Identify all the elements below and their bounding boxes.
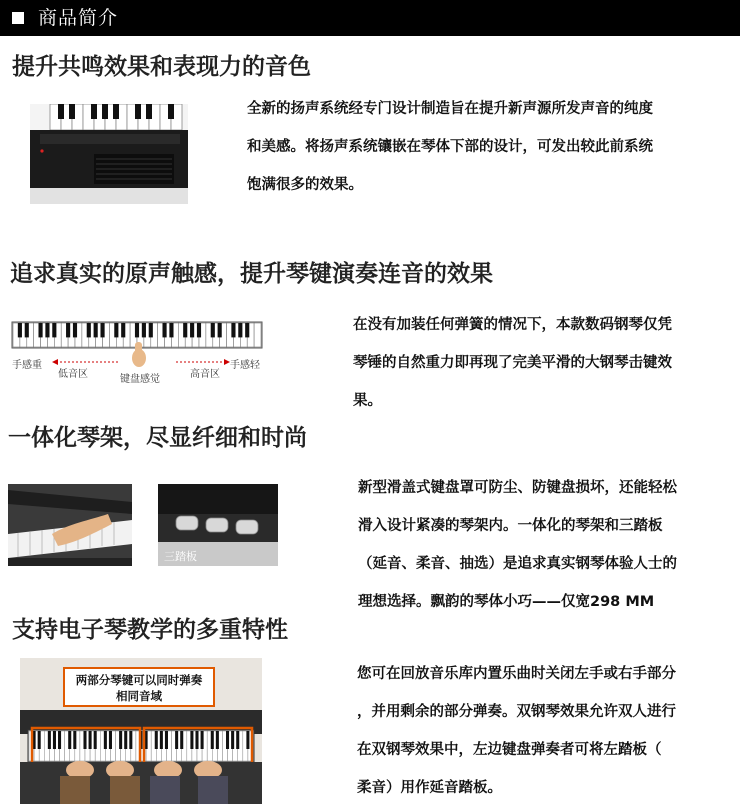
section-text-teaching	[357, 655, 676, 807]
banner-line: 相同音域	[116, 689, 162, 703]
text-line: 和美感。将扬声系统镶嵌在琴体下部的设计，可发出较此前系统	[247, 139, 653, 155]
text-line: 柔音）用作延音踏板。	[357, 780, 502, 796]
banner-line: 两部分琴键可以同时弹奏	[75, 673, 203, 687]
section-text-sound	[247, 90, 653, 204]
text-line: 理想选择。飘韵的琴体小巧——仅宽298 MM	[358, 594, 655, 610]
header-square-icon	[12, 12, 24, 24]
header-bar	[0, 0, 740, 36]
speaker-photo	[30, 104, 188, 204]
text-line: ，并用剩余的部分弹奏。双钢琴效果允许双人进行	[357, 704, 676, 720]
pedals-photo	[158, 484, 278, 566]
text-line: 全新的扬声系统经专门设计制造旨在提升新声源所发声音的纯度	[247, 101, 653, 117]
duo-play-photo	[20, 658, 262, 804]
section-heading-sound: 提升共鸣效果和表现力的音色	[12, 54, 311, 80]
heavy-touch-label: 手感重	[12, 360, 42, 371]
pedals-caption: 三踏板	[164, 550, 197, 563]
cover-slide-photo	[8, 484, 132, 566]
low-range-label: 低音区	[58, 369, 88, 380]
text-line: 滑入设计紧凑的琴架内。一体化的琴架和三踏板	[358, 518, 663, 534]
header-title: 商品简介	[38, 7, 119, 29]
section-heading-touch: 追求真实的原声触感，提升琴键演奏连音的效果	[10, 261, 493, 287]
section-heading-stand: 一体化琴架，尽显纤细和时尚	[8, 425, 307, 451]
text-line: 琴锤的自然重力即再现了完美平滑的大钢琴击键效	[353, 355, 672, 371]
section-heading-teaching: 支持电子琴教学的多重特性	[12, 617, 288, 643]
section-text-stand	[358, 469, 677, 621]
keyboard-weight-diagram	[8, 318, 266, 384]
duo-banner	[64, 672, 214, 704]
high-range-label: 高音区	[190, 369, 220, 380]
text-line: 果。	[353, 393, 382, 409]
text-line: 在没有加装任何弹簧的情况下，本款数码钢琴仅凭	[353, 317, 672, 333]
text-line: （延音、柔音、抽选）是追求真实钢琴体验人士的	[358, 556, 677, 572]
text-line: 新型滑盖式键盘罩可防尘、防键盘损坏，还能轻松	[358, 480, 677, 496]
light-touch-label: 手感轻	[230, 360, 260, 371]
keyboard-feel-label: 键盘感觉	[120, 374, 160, 384]
section-text-touch	[353, 306, 672, 420]
text-line: 饱满很多的效果。	[247, 177, 363, 193]
text-line: 在双钢琴效果中，左边键盘弹奏者可将左踏板（	[357, 742, 662, 758]
text-line: 您可在回放音乐库内置乐曲时关闭左手或右手部分	[357, 666, 676, 682]
